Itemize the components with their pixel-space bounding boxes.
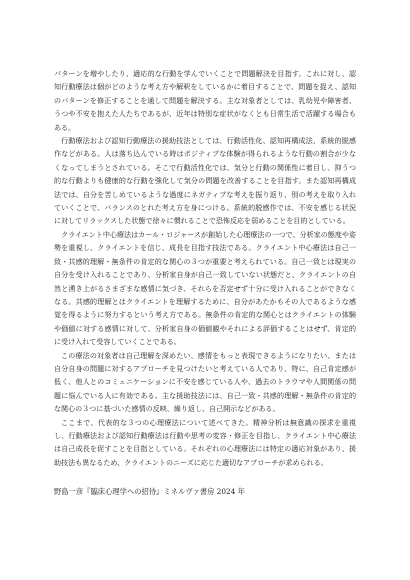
citation: 野島一彦『臨床心理学への招待』ミネルヴァ書房 2024 年 (54, 487, 245, 497)
paragraph-2: 行動療法および認知行動療法の援助技法としては、行動活性化、認知再構成法、系統的脱感作などがある。人は落ち込んでいる時はポジティブな体験が得られるような行動の割合が少なくなってしまうとされている。そこで行動活性化では、気分と行動の関係性に着目し、抑うつ的な行動よりも健康的な行動を強化して気分の問題を改善することを目指す。また認知再構成法では、自分を苦しめているような過度にネガティブな考えを振り返り、別の考えを取り入れていくことで、バランスのとれた考え方を身につける。系統的脱感作では、不安を感じる状況に対してリラックスした状態で徐々に慣れることで恐怖反応を弱めることを目的としている。 (54, 136, 356, 226)
paragraph-1: パターンを増やしたり、適応的な行動を学んでいくことで問題解決を目指す。これに対し、認知行動療法は個がどのような考え方や解釈をしているかに着目することで、問題を捉え、認知のパターンを修正することを通して問題を解決する。主な対象者としては、乳幼児や障害者、うつや不安を抱えた人たちであるが、近年は特別な症状がなくとも日常生活で活躍する場合もある。 (54, 69, 356, 132)
paragraph-3: クライエント中心療法はカール・ロジャースが創始した心理療法の一つで、分析家の態度や姿勢を重視し、クライエントを信じ、成長を目指す技法である。クライエント中心療法は自己一致・共感的理解・無条件の肯定的な関心の３つが重要と考えられている。自己一致とは現実の自分を受け入れることであり、分析家自身が自己一致していない状態だと、クライエントの自然と湧き上がるさまざまな感情に気づき、それらを否定せず十分に受け入れることができなくなる。共感的理解とはクライエントを理解するために、自分があたかもその人であるような感覚を得るように努力するという考え方である。無条件の肯定的な関心とはクライエントの体験や価値に対する感情に対して、分析家自身の価値観やそれによる評価することはせず、肯定的に受け入れて受容していくことである。 (54, 229, 356, 347)
paragraph-4: この療法の対象者は自己理解を深めたい、感情をもっと表現できるようになりたい、または自分自身の問題に対するアプローチを見つけたいと考えている人であり、特に、自己肯定感が低く、他人とのコミュニケーションに不安を感じている人や、過去のトラウマや人間関係の問題に悩んでいる人に有効である。主な援助技法には、自己一致・共感的理解・無条件の肯定的な関心の３つに基づいた感情の反映、繰り返し、自己開示などがある。 (54, 350, 356, 414)
paragraph-5: ここまで、代表的な３つの心理療法について述べてきた。精神分析は無意識の探求を重視し、行動療法および認知行動療法は行動や思考の変容・修正を目指し、クライエント中心療法は自己成長を促すことを目指としている。それぞれの心理療法には特定の適応対象があり、援助技法も異なるため、クライエントのニーズに応じた適切なアプローチが求められる。 (54, 417, 356, 467)
